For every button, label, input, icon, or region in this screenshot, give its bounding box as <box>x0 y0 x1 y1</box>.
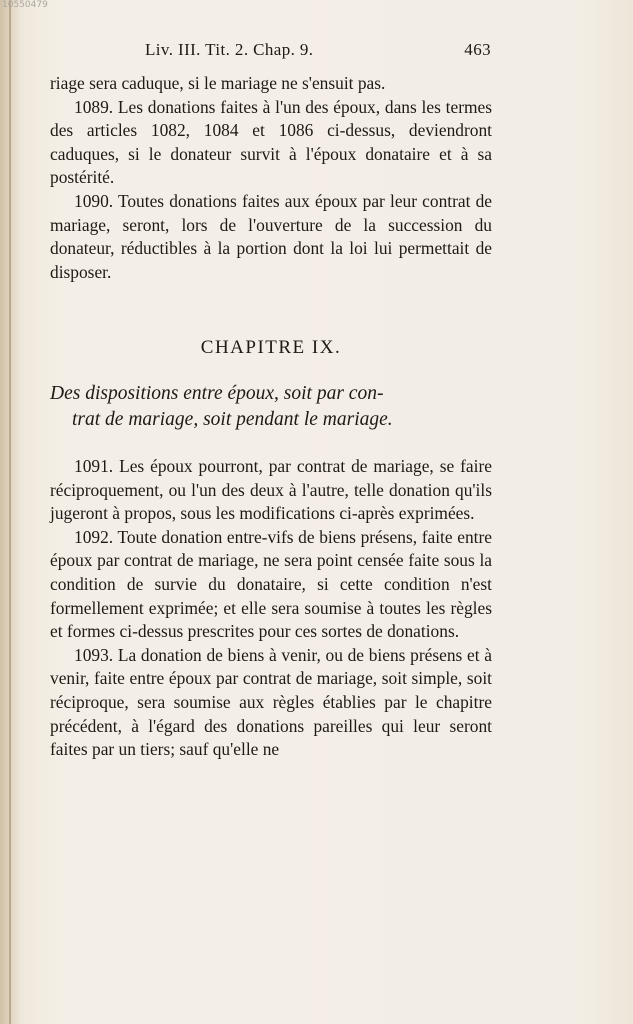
running-header <box>145 40 491 60</box>
article-1092: 1092. Toute donation entre-vifs de biens présens, faite entre époux par contrat de mariage, ne sera point censée faite sous la condition de survie du donataire, si cette condition n'est formellement exprimée; et elle sera soumise à toutes les règles et formes ci-dessus prescrites pour ces sortes de donations. <box>50 526 492 642</box>
article-1093: 1093. La donation de biens à venir, ou de biens présens et à venir, faite entre époux par contrat de mariage, soit simple, soit réciproque, sera soumise aux règles établies par le chapitre précédent, à l'égard des donations pareilles qui leur seront faites par un tiers; sauf qu'elle ne <box>50 644 492 760</box>
chapter-subtitle <box>50 381 492 433</box>
article-1091: 1091. Les époux pourront, par contrat de mariage, se faire réciproquement, ou l'un des deux à l'autre, telle donation qu'ils jugeront à propos, sous les modifications ci-après exprimées. <box>50 456 492 524</box>
chapter-subtitle-line-2: trat de mariage, soit pendant le mariage. <box>72 409 393 430</box>
continuation-text: riage sera caduque, si le mariage ne s'ensuit pas. <box>50 73 386 93</box>
page-number: 463 <box>464 40 491 59</box>
chapter-subtitle-line-1: Des dispositions entre époux, soit par con- <box>50 383 384 404</box>
chapter-title: CHAPITRE IX. <box>200 337 342 358</box>
running-title: Liv. III. Tit. 2. Chap. 9. <box>145 40 314 59</box>
article-1089: 1089. Les donations faites à l'un des époux, dans les termes des articles 1082, 1084 et 1086 ci-dessus, deviendront caduques, si le donateur survit à l'époux donataire et à sa postérité. <box>50 96 492 188</box>
page-gutter <box>9 0 11 1024</box>
article-1090: 1090. Toutes donations faites aux époux par leur contrat de mariage, seront, lors de l'ouverture de la succession du donateur, réductibles à la portion dont la loi lui permettait de disposer. <box>50 190 492 282</box>
text-block-bottom <box>50 455 492 762</box>
text-block-top <box>50 72 492 284</box>
scan-id: 10550479 <box>2 0 48 10</box>
